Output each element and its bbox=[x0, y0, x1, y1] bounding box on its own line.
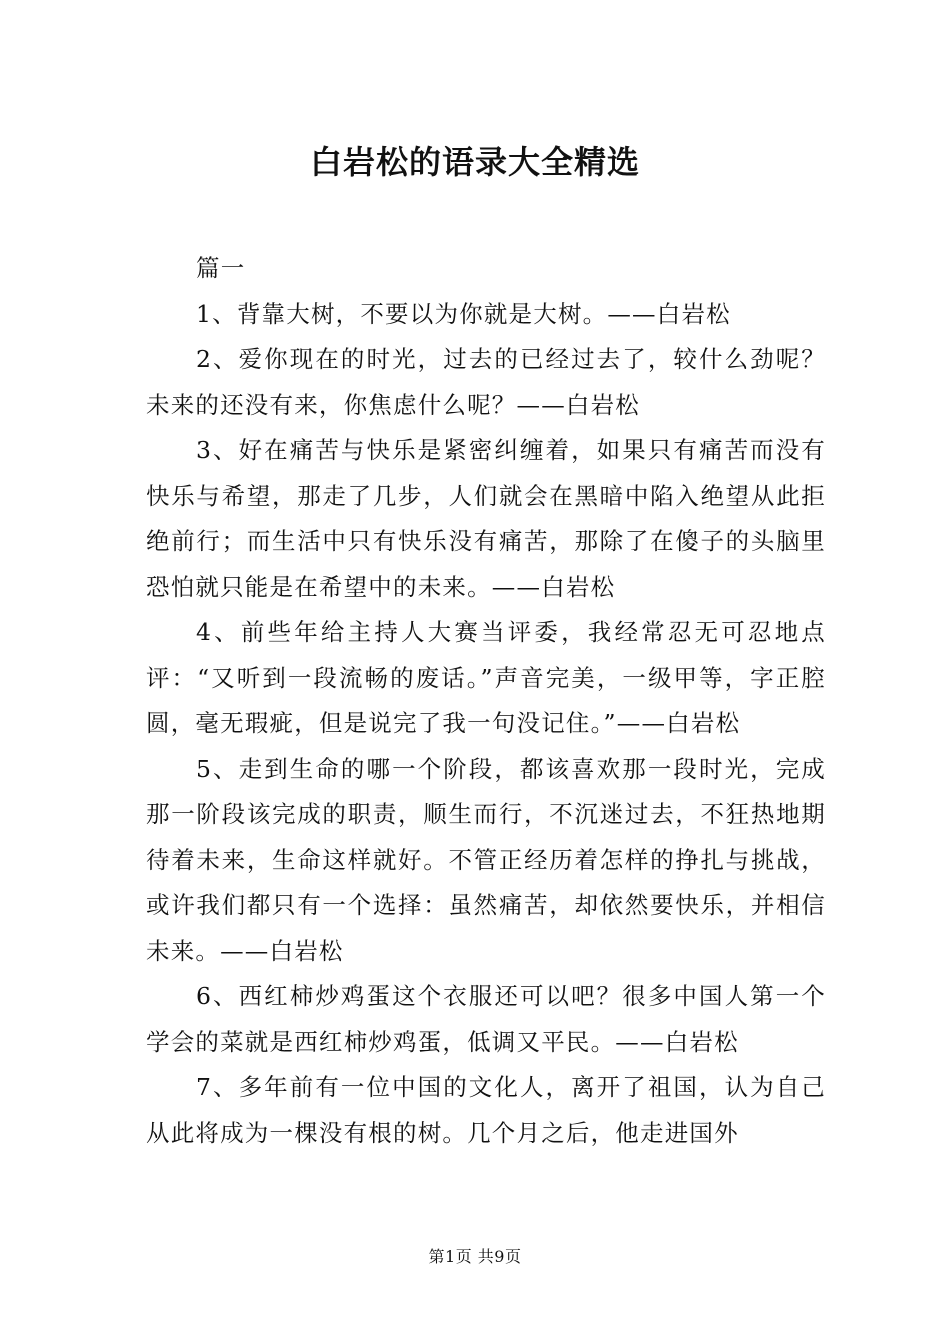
quote-paragraph-5: 5、走到生命的哪一个阶段，都该喜欢那一段时光，完成那一阶段该完成的职责，顺生而行，不沉迷过去，不狂热地期待着未来，生命这样就好。不管正经历着怎样的挣扎与挑战，或许我们都只有一个选择：虽然痛苦，却依然要快乐，并相信未来。——白岩松 bbox=[146, 754, 826, 965]
quote-paragraph-3: 3、好在痛苦与快乐是紧密纠缠着，如果只有痛苦而没有快乐与希望，那走了几步，人们就会在黑暗中陷入绝望从此拒绝前行；而生活中只有快乐没有痛苦，那除了在傻子的头脑里恐怕就只能是在希望中的未来。——白岩松 bbox=[146, 436, 826, 601]
quote-paragraph-2: 2、爱你现在的时光，过去的已经过去了，较什么劲呢？未来的还没有来，你焦虑什么呢？——白岩松 bbox=[146, 345, 826, 419]
quote-paragraph-6: 6、西红柿炒鸡蛋这个衣服还可以吧？很多中国人第一个学会的菜就是西红柿炒鸡蛋，低调又平民。——白岩松 bbox=[146, 982, 826, 1056]
document-title: 白岩松的语录大全精选 bbox=[309, 143, 640, 181]
quote-paragraph-4: 4、前些年给主持人大赛当评委，我经常忍无可忍地点评：“又听到一段流畅的废话。”声音完美，一级甲等，字正腔圆，毫无瑕疵，但是说完了我一句没记住。”——白岩松 bbox=[146, 618, 826, 737]
quote-paragraph-7: 7、多年前有一位中国的文化人，离开了祖国，认为自己从此将成为一棵没有根的树。几个月之后，他走进国外 bbox=[146, 1073, 826, 1147]
document-body bbox=[146, 246, 826, 1156]
quote-paragraph-1: 1、背靠大树，不要以为你就是大树。——白岩松 bbox=[196, 299, 731, 328]
section-heading: 篇一 bbox=[196, 254, 246, 282]
page-footer: 第1页 共9页 bbox=[428, 1247, 522, 1266]
